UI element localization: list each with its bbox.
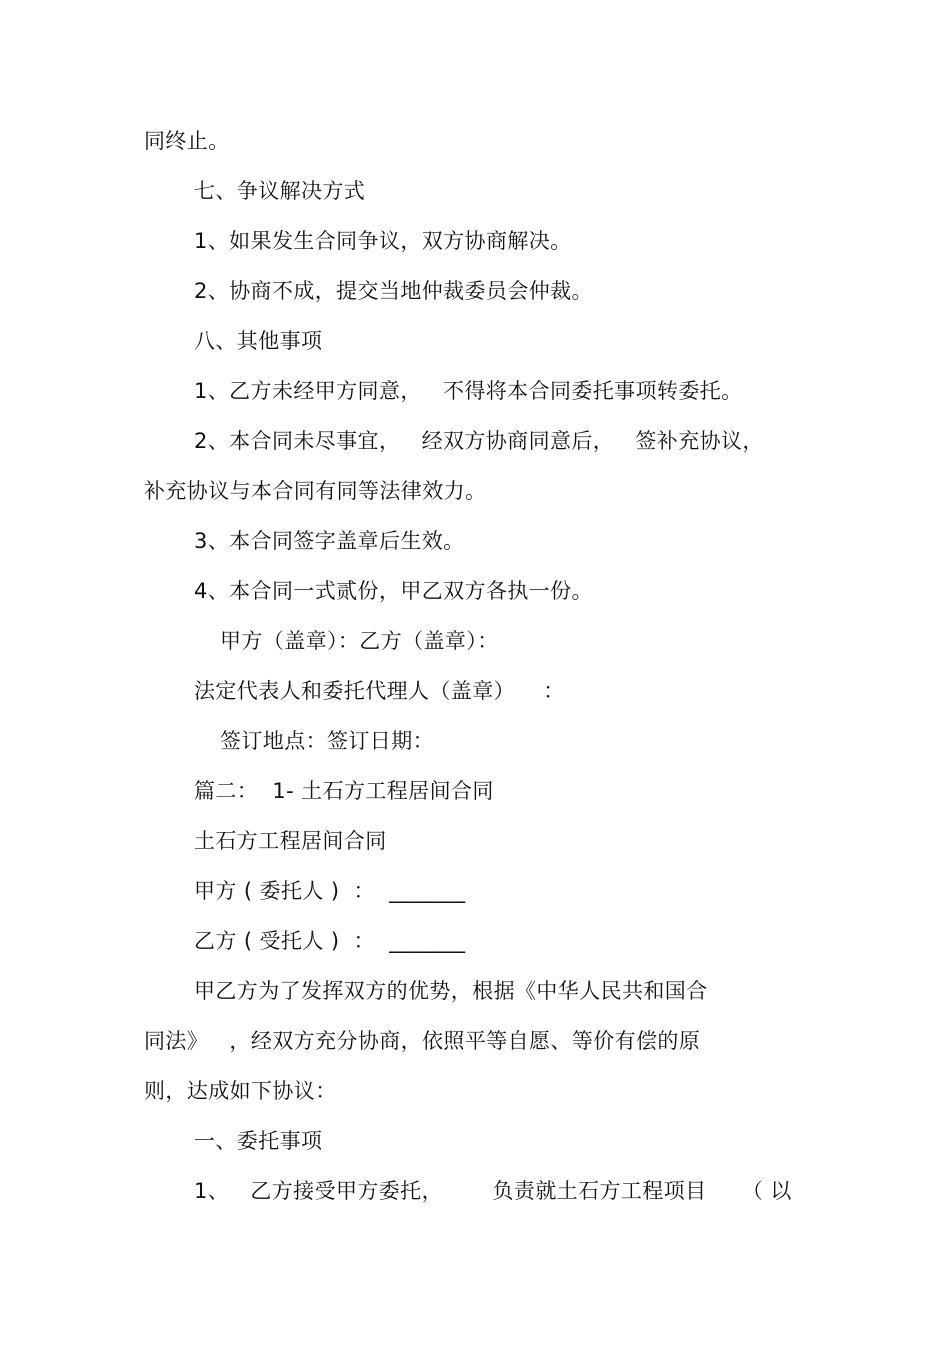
text-line: 甲乙方为了发挥双方的优势，根据《中华人民共和国合 <box>194 979 708 1003</box>
signature-line: 甲方（盖章）：乙方（盖章）： <box>220 629 499 653</box>
text-line: 补充协议与本合同有同等法律效力。 <box>144 479 487 503</box>
text-line: 1、如果发生合同争议，双方协商解决。 <box>194 229 572 253</box>
signature-line: 法定代表人和委托代理人（盖章） ： <box>194 679 565 703</box>
party-b-line: 乙方 ( 受托人 ) ： _______ <box>194 929 466 953</box>
section-heading: 七、争议解决方式 <box>194 179 366 203</box>
text-line: 同法》 ，经双方充分协商，依照平等自愿、等价有偿的原 <box>144 1029 701 1053</box>
text-line: 则，达成如下协议： <box>144 1079 337 1103</box>
text-line: 4、本合同一式贰份，甲乙双方各执一份。 <box>194 579 593 603</box>
text-line: 1、 乙方接受甲方委托， 负责就土石方工程项目 （ 以 <box>194 1179 792 1203</box>
signature-line: 签订地点：签订日期： <box>220 729 434 753</box>
contract-title: 土石方工程居间合同 <box>194 829 387 853</box>
text-line: 3、本合同签字盖章后生效。 <box>194 529 465 553</box>
text-line: 1、乙方未经甲方同意， 不得将本合同委托事项转委托。 <box>194 379 743 403</box>
text-line: 2、协商不成，提交当地仲裁委员会仲裁。 <box>194 279 593 303</box>
section-heading: 八、其他事项 <box>194 329 323 353</box>
section-heading: 一、委托事项 <box>194 1129 323 1153</box>
text-line: 同终止。 <box>144 129 230 153</box>
party-a-line: 甲方 ( 委托人 ) ： _______ <box>194 879 466 903</box>
chapter-heading: 篇二： 1- 土石方工程居间合同 <box>194 779 494 803</box>
text-line: 2、本合同未尽事宜， 经双方协商同意后， 签补充协议， <box>194 429 764 453</box>
